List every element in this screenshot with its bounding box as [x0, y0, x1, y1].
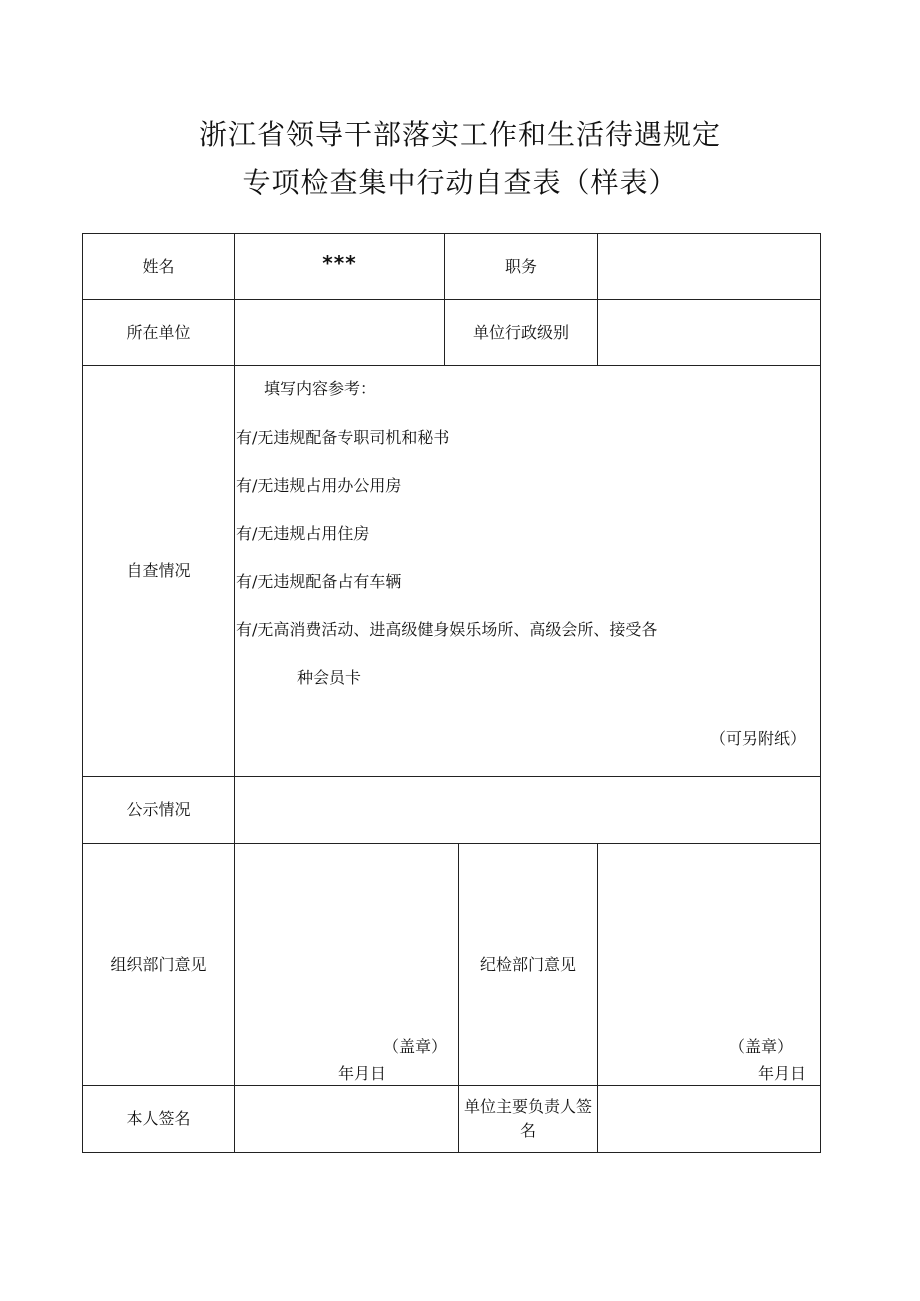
org-dept-label: 组织部门意见	[110, 954, 207, 974]
self-sign-label: 本人签名	[126, 1109, 191, 1128]
date-note: 年月日	[758, 1064, 807, 1083]
self-check-item: 有/无高消费活动、进高级健身娱乐场所、高级会所、接受各	[236, 620, 658, 639]
self-check-item: 有/无违规配备占有车辆	[236, 572, 402, 591]
table-border-right	[820, 233, 821, 1153]
page-title-line2: 专项检查集中行动自查表（样表）	[242, 166, 678, 199]
unit-level-value[interactable]	[598, 300, 820, 365]
self-check-item-continuation: 种会员卡	[297, 668, 362, 687]
name-label: 姓名	[142, 256, 175, 276]
self-check-item: 有/无违规配备专职司机和秘书	[236, 428, 450, 447]
position-value[interactable]	[598, 234, 820, 299]
self-check-item: 有/无违规占用住房	[236, 524, 370, 543]
unit-level-label: 单位行政级别	[472, 322, 569, 342]
self-sign-value[interactable]	[235, 1086, 458, 1152]
unit-value[interactable]	[235, 300, 444, 365]
position-label: 职务	[504, 256, 537, 276]
leader-sign-label: 单位主要负责人签名	[463, 1097, 592, 1140]
seal-note: （盖章）	[729, 1037, 794, 1056]
discipline-dept-label: 纪检部门意见	[479, 954, 576, 974]
leader-sign-value[interactable]	[598, 1086, 820, 1152]
self-check-item: 有/无违规占用办公用房	[236, 476, 402, 495]
date-note: 年月日	[338, 1064, 387, 1083]
publicity-label: 公示情况	[126, 800, 191, 819]
seal-note: （盖章）	[383, 1037, 448, 1056]
self-check-intro: 填写内容参考：	[264, 379, 377, 398]
attachment-note: （可另附纸）	[710, 729, 807, 748]
self-check-label: 自查情况	[126, 561, 191, 580]
unit-label: 所在单位	[126, 322, 191, 342]
name-value[interactable]: ***	[322, 251, 357, 275]
table-border-bottom	[82, 1152, 821, 1153]
column-divider	[234, 233, 235, 1153]
publicity-value[interactable]	[235, 777, 820, 843]
page-title-line1: 浙江省领导干部落实工作和生活待遇规定	[198, 118, 721, 151]
